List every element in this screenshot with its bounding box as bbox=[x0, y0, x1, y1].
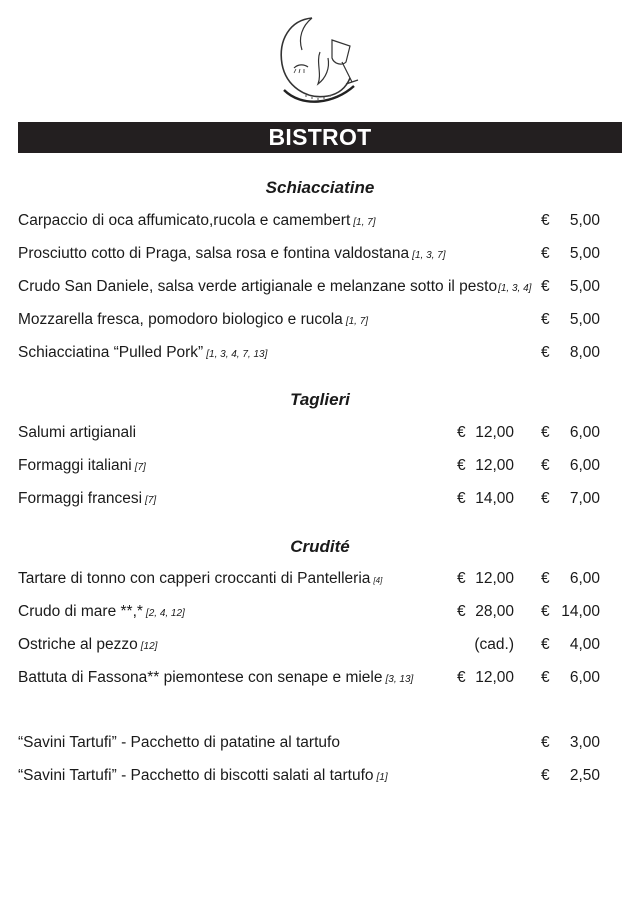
menu-item bbox=[18, 344, 622, 366]
menu-item bbox=[18, 278, 622, 300]
item-name: Ostriche al pezzo bbox=[18, 636, 138, 653]
item-price: 7,00 bbox=[569, 490, 600, 507]
item-price: 5,00 bbox=[569, 212, 600, 229]
currency-symbol: € bbox=[541, 603, 550, 620]
menu-item bbox=[18, 767, 622, 789]
item-price-full: 12,00 bbox=[475, 424, 514, 441]
unit-note: (cad.) bbox=[474, 636, 514, 653]
item-allergens: [1, 3, 4] bbox=[498, 283, 532, 294]
item-price: 3,00 bbox=[569, 734, 600, 751]
item-price: 14,00 bbox=[561, 603, 600, 620]
currency-symbol: € bbox=[457, 570, 466, 587]
menu-item bbox=[18, 669, 622, 691]
currency-symbol: € bbox=[541, 424, 550, 441]
item-name: Schiacciatina “Pulled Pork” bbox=[18, 344, 204, 361]
menu-item bbox=[18, 457, 622, 479]
item-price: 6,00 bbox=[569, 457, 600, 474]
item-price-full: 12,00 bbox=[475, 669, 514, 686]
item-name: Salumi artigianali bbox=[18, 424, 137, 441]
menu-item bbox=[18, 603, 622, 625]
item-name: Mozzarella fresca, pomodoro biologico e rucola bbox=[18, 311, 343, 328]
item-name: “Savini Tartufi” - Pacchetto di biscotti salati al tartufo bbox=[18, 767, 374, 784]
currency-symbol: € bbox=[541, 490, 550, 507]
item-name: Tartare di tonno con capperi croccanti di Pantelleria bbox=[18, 570, 371, 587]
item-allergens: [7] bbox=[134, 462, 146, 473]
item-name: Carpaccio di oca affumicato,rucola e camembert bbox=[18, 212, 351, 229]
item-allergens: [12] bbox=[140, 641, 158, 652]
menu-item bbox=[18, 636, 622, 658]
currency-symbol: € bbox=[541, 278, 550, 295]
currency-symbol: € bbox=[457, 457, 466, 474]
currency-symbol: € bbox=[541, 767, 550, 784]
item-price-full: 14,00 bbox=[475, 490, 514, 507]
item-allergens: [1, 7] bbox=[353, 217, 376, 228]
item-name: Formaggi italiani bbox=[18, 457, 132, 474]
menu-item bbox=[18, 734, 622, 756]
item-allergens: [1, 3, 4, 7, 13] bbox=[206, 349, 268, 360]
menu-item bbox=[18, 311, 622, 333]
item-allergens: [1, 7] bbox=[345, 316, 369, 327]
currency-symbol: € bbox=[457, 490, 466, 507]
currency-symbol: € bbox=[541, 344, 550, 361]
item-price: 5,00 bbox=[569, 245, 600, 262]
section-title-schiacciatine: Schiacciatine bbox=[265, 178, 375, 197]
item-price: 8,00 bbox=[569, 344, 600, 361]
item-price: 5,00 bbox=[569, 311, 600, 328]
item-allergens: [1, 3, 7] bbox=[412, 250, 446, 261]
item-name: Crudo di mare **,* bbox=[18, 603, 143, 620]
item-price: 4,00 bbox=[569, 636, 600, 653]
item-name: Prosciutto cotto di Praga, salsa rosa e fontina valdostana bbox=[18, 245, 410, 262]
menu-item bbox=[18, 570, 622, 592]
item-name: “Savini Tartufi” - Pacchetto di patatine al tartufo bbox=[18, 734, 340, 751]
currency-symbol: € bbox=[541, 734, 550, 751]
item-allergens: [7] bbox=[145, 495, 157, 506]
item-allergens: [4] bbox=[373, 576, 383, 585]
menu-item bbox=[18, 490, 622, 512]
item-allergens: [2, 4, 12] bbox=[145, 608, 185, 619]
section-title-taglieri: Taglieri bbox=[290, 390, 350, 409]
item-price: 6,00 bbox=[569, 424, 600, 441]
currency-symbol: € bbox=[541, 245, 550, 262]
menu-banner: BISTROT bbox=[18, 122, 622, 153]
menu-item bbox=[18, 424, 622, 446]
item-price-full: 12,00 bbox=[475, 570, 514, 587]
item-price: 6,00 bbox=[569, 669, 600, 686]
currency-symbol: € bbox=[541, 311, 550, 328]
currency-symbol: € bbox=[541, 636, 550, 653]
item-price-full: 12,00 bbox=[475, 457, 514, 474]
currency-symbol: € bbox=[457, 424, 466, 441]
currency-symbol: € bbox=[541, 669, 550, 686]
currency-symbol: € bbox=[457, 603, 466, 620]
item-price: 2,50 bbox=[569, 767, 600, 784]
item-price: 5,00 bbox=[569, 278, 600, 295]
item-price: 6,00 bbox=[569, 570, 600, 587]
currency-symbol: € bbox=[541, 457, 550, 474]
currency-symbol: € bbox=[541, 570, 550, 587]
currency-symbol: € bbox=[541, 212, 550, 229]
item-name: Battuta di Fassona** piemontese con senape e miele bbox=[18, 669, 383, 686]
section-title-crudite: Crudité bbox=[290, 537, 350, 556]
item-allergens: [1] bbox=[376, 772, 388, 783]
currency-symbol: € bbox=[457, 669, 466, 686]
menu-item bbox=[18, 212, 622, 234]
menu-item bbox=[18, 245, 622, 267]
restaurant-logo bbox=[272, 12, 372, 104]
item-name: Crudo San Daniele, salsa verde artigianale e melanzane sotto il pesto bbox=[18, 278, 498, 295]
item-price-full: 28,00 bbox=[475, 603, 514, 620]
item-allergens: [3, 13] bbox=[385, 674, 414, 685]
item-name: Formaggi francesi bbox=[18, 490, 143, 507]
